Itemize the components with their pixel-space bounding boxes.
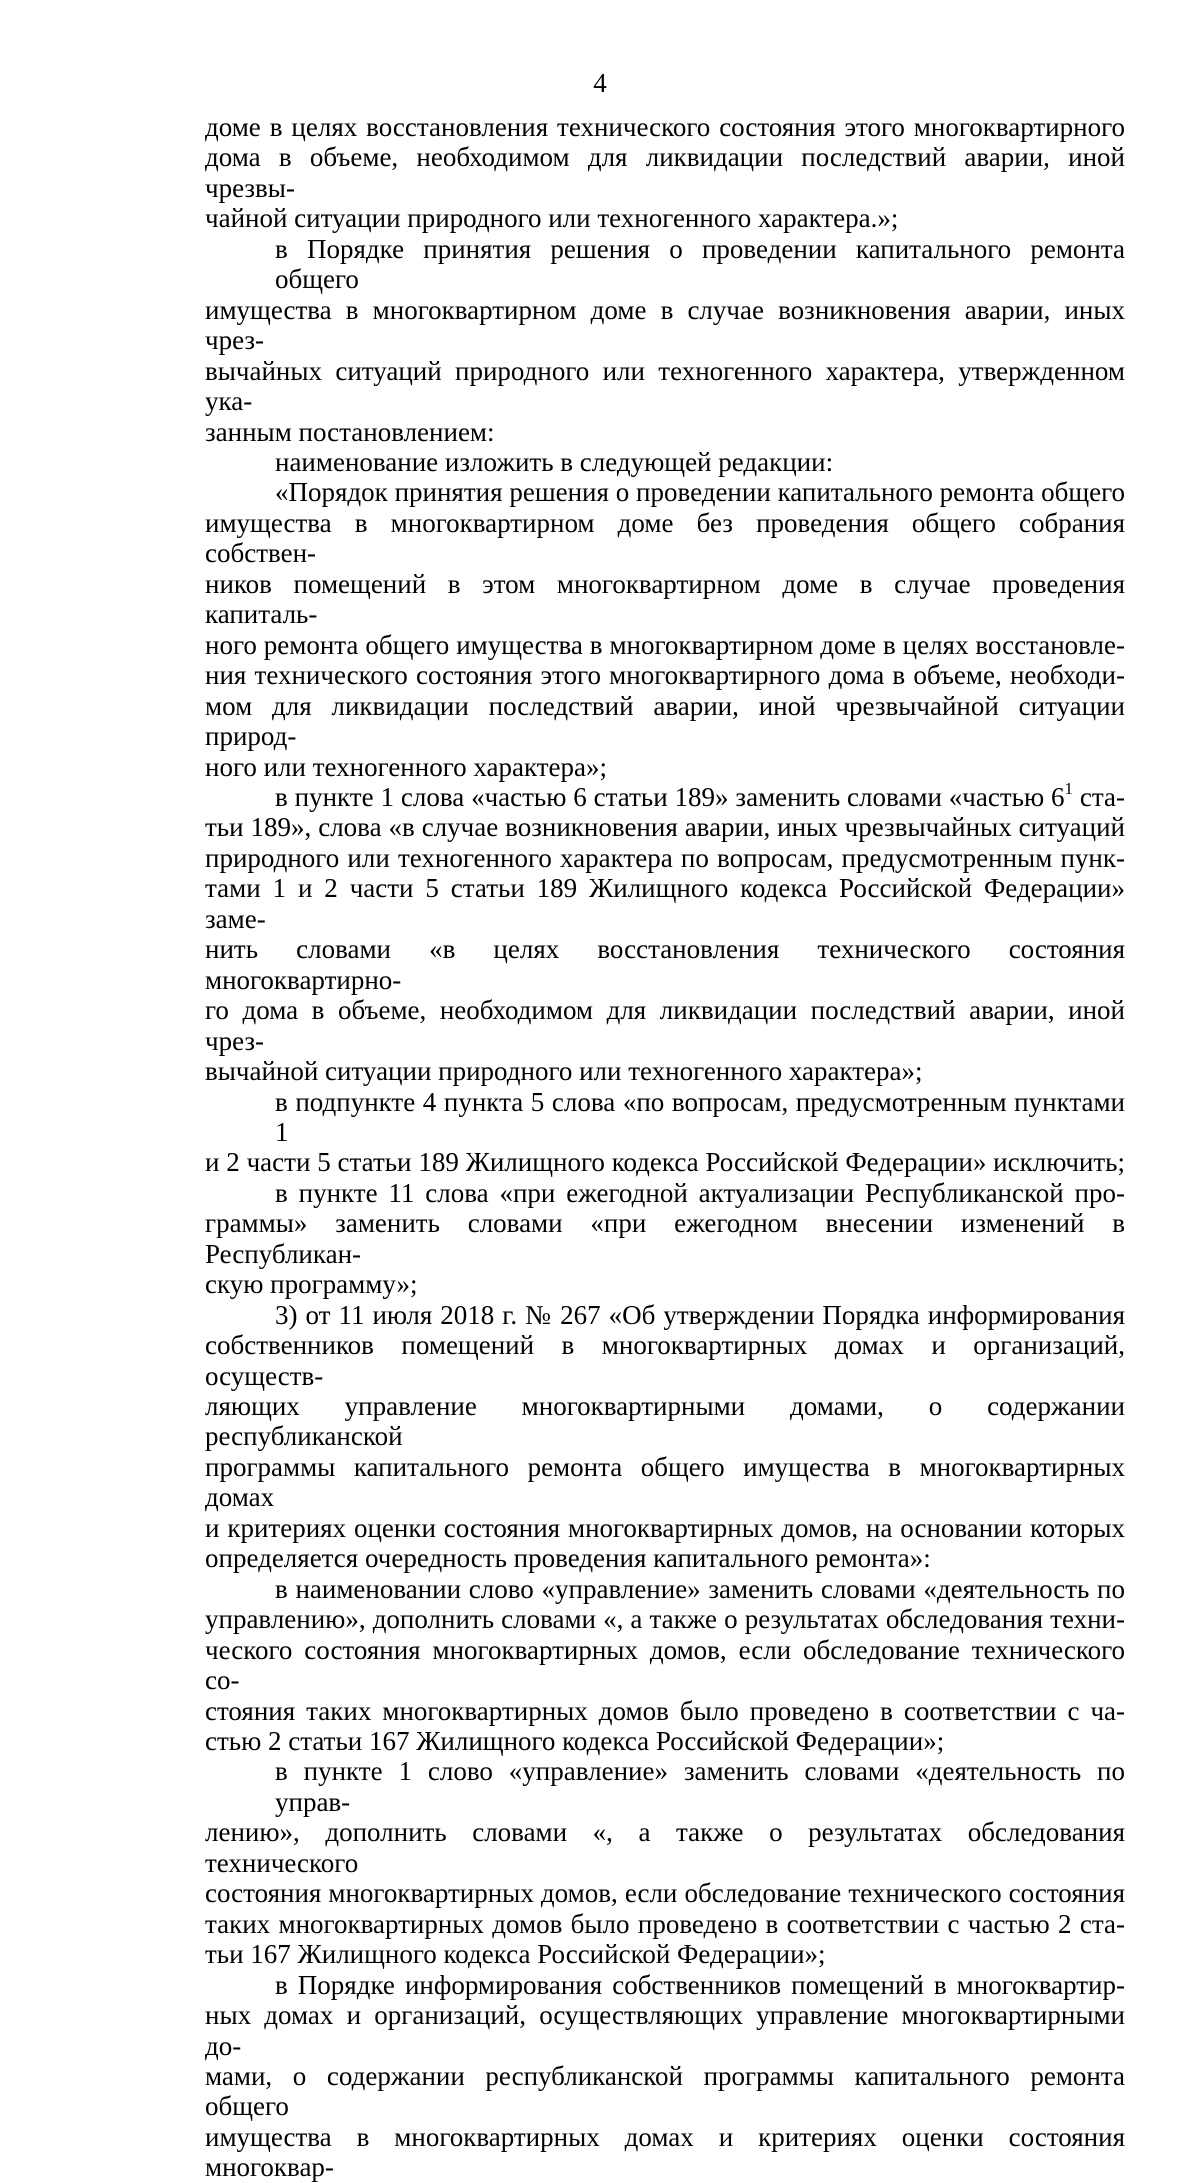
text-line-content: чайной ситуации природного или техногенного характера.»; (205, 203, 899, 234)
text-line (205, 1513, 1125, 1543)
text-line-content: 3) от 11 июля 2018 г. № 267 «Об утверждении Порядка информирования (275, 1299, 1125, 1330)
text-line-content: состояния многоквартирных домов, если обследование технического состояния (205, 1878, 1125, 1909)
text-line-content: занным постановлением: (205, 416, 495, 447)
text-line (205, 1939, 1125, 1969)
text-line (205, 295, 1125, 356)
text-line (205, 843, 1125, 873)
text-line (205, 1604, 1125, 1634)
text-line-content: и критериях оценки состояния многоквартирных домов, на основании которых (205, 1512, 1125, 1543)
text-line-content: скую программу»; (205, 1269, 418, 1300)
text-line-content: доме в целях восстановления технического состояния этого многоквартирного (205, 112, 1125, 142)
text-line (205, 417, 1125, 447)
text-line (205, 1087, 1125, 1148)
text-line-content: ческого состояния многоквартирных домов, если обследование технического со- (205, 1634, 1125, 1696)
text-line-content: в пункте 1 слова «частью 6 статьи 189» заменить словами «частью 6 (275, 781, 1065, 812)
page-number: 4 (593, 68, 607, 98)
document-body (205, 112, 1125, 2183)
text-line (205, 934, 1125, 995)
text-line (205, 356, 1125, 417)
text-line-content: имущества в многоквартирных домах и критериях оценки состояния многоквар- (205, 2121, 1125, 2183)
text-line (205, 2000, 1125, 2061)
text-line-tail: ста- (1073, 781, 1125, 812)
text-line (205, 1300, 1125, 1330)
text-line-content: мами, о содержании республиканской программы капитального ремонта общего (205, 2061, 1125, 2122)
text-line-content: в наименовании слово «управление» заменить словами «деятельность по (275, 1573, 1125, 1604)
text-line-content: определяется очередность проведения капитального ремонта»: (205, 1543, 931, 1574)
text-line-content: в Порядке информирования собственников помещений в многоквартир- (275, 1969, 1125, 2000)
text-line (205, 2122, 1125, 2183)
text-line-content: стояния таких многоквартирных домов было проведено в соответствии с ча- (205, 1695, 1125, 1726)
text-line (205, 1756, 1125, 1817)
text-line-content: ных домах и организаций, осуществляющих управление многоквартирными до- (205, 2000, 1125, 2061)
text-line-content: лению», дополнить словами «, а также о результатах обследования технического (205, 1817, 1125, 1878)
text-line-content: собственников помещений в многоквартирных домах и организаций, осуществ- (205, 1330, 1125, 1391)
text-line (205, 1878, 1125, 1908)
text-line-content: тьи 189», слова «в случае возникновения аварии, иных чрезвычайных ситуаций (205, 812, 1125, 843)
text-line-content: мом для ликвидации последствий аварии, иной чрезвычайной ситуации природ- (205, 690, 1125, 752)
text-line (205, 778, 1125, 812)
text-line (205, 203, 1125, 233)
text-line (205, 1970, 1125, 2000)
text-line (205, 142, 1125, 203)
text-line-content: «Порядок принятия решения о проведении капитального ремонта общего (275, 477, 1125, 508)
text-line-content: нить словами «в целях восстановления технического состояния многоквартирно- (205, 934, 1125, 995)
text-line-content: тьи 167 Жилищного кодекса Российской Федерации»; (205, 1939, 826, 1970)
text-line (205, 873, 1125, 934)
text-line-content: в Порядке принятия решения о проведении капитального ремонта общего (275, 233, 1125, 295)
text-line (205, 812, 1125, 842)
text-line-content: ного ремонта общего имущества в многоквартирном доме в целях восстановле- (205, 629, 1125, 660)
text-line (205, 447, 1125, 477)
text-line (205, 508, 1125, 569)
text-line-content: и 2 части 5 статьи 189 Жилищного кодекса Российской Федерации» исключить; (205, 1147, 1125, 1178)
text-line (205, 1056, 1125, 1086)
text-line-content: имущества в многоквартирном доме без проведения общего собрания собствен- (205, 507, 1125, 569)
text-line-content: управлению», дополнить словами «, а также о результатах обследования техни- (205, 1604, 1125, 1635)
text-line (205, 1391, 1125, 1452)
text-line (205, 1269, 1125, 1299)
text-line (205, 569, 1125, 630)
text-line-content: в пункте 1 слово «управление» заменить словами «деятельность по управ- (275, 1756, 1125, 1817)
text-line-content: ляющих управление многоквартирными домами, о содержании республиканской (205, 1391, 1125, 1452)
text-line (205, 1330, 1125, 1391)
text-line (205, 1909, 1125, 1939)
text-line (205, 995, 1125, 1056)
text-line (205, 752, 1125, 782)
text-line (205, 1147, 1125, 1177)
text-line (205, 1696, 1125, 1726)
text-line-content: стью 2 статьи 167 Жилищного кодекса Российской Федерации»; (205, 1726, 945, 1757)
text-line-content: природного или техногенного характера по вопросам, предусмотренным пунк- (205, 842, 1125, 873)
text-line-content: го дома в объеме, необходимом для ликвидации последствий аварии, иной чрез- (205, 995, 1125, 1056)
text-line-content: дома в объеме, необходимом для ликвидации последствий аварии, иной чрезвы- (205, 142, 1125, 203)
text-line (205, 1208, 1125, 1269)
text-line (205, 660, 1125, 690)
text-line (205, 112, 1125, 142)
text-line-content: программы капитального ремонта общего имущества в многоквартирных домах (205, 1451, 1125, 1513)
text-line (205, 477, 1125, 507)
text-line (205, 1178, 1125, 1208)
text-line (205, 1452, 1125, 1513)
text-line (205, 1817, 1125, 1878)
text-line-content: наименование изложить в следующей редакции: (275, 446, 834, 477)
text-line-content: тами 1 и 2 части 5 статьи 189 Жилищного кодекса Российской Федерации» заме- (205, 873, 1125, 934)
text-line (205, 691, 1125, 752)
text-line (205, 2061, 1125, 2122)
text-line (205, 1726, 1125, 1756)
text-line-content: ного или техногенного характера»; (205, 751, 607, 782)
text-line (205, 1543, 1125, 1573)
text-line-content: в пункте 11 слова «при ежегодной актуализации Республиканской про- (275, 1177, 1125, 1208)
text-line (205, 234, 1125, 295)
text-line (205, 630, 1125, 660)
text-line-content: граммы» заменить словами «при ежегодном внесении изменений в Республикан- (205, 1208, 1125, 1269)
text-line-content: ников помещений в этом многоквартирном доме в случае проведения капиталь- (205, 568, 1125, 630)
superscript: 1 (1064, 778, 1074, 798)
text-line-content: в подпункте 4 пункта 5 слова «по вопросам, предусмотренным пунктами 1 (275, 1086, 1125, 1147)
text-line-content: имущества в многоквартирном доме в случае возникновения аварии, иных чрез- (205, 294, 1125, 356)
text-line-content: вычайной ситуации природного или техногенного характера»; (205, 1056, 923, 1087)
text-line-content: вычайных ситуаций природного или техногенного характера, утвержденном ука- (205, 355, 1125, 417)
text-line-content: ния технического состояния этого многоквартирного дома в объеме, необходи- (205, 660, 1125, 691)
text-line (205, 1635, 1125, 1696)
text-line (205, 1574, 1125, 1604)
text-line-content: таких многоквартирных домов было проведено в соответствии с частью 2 ста- (205, 1908, 1125, 1939)
